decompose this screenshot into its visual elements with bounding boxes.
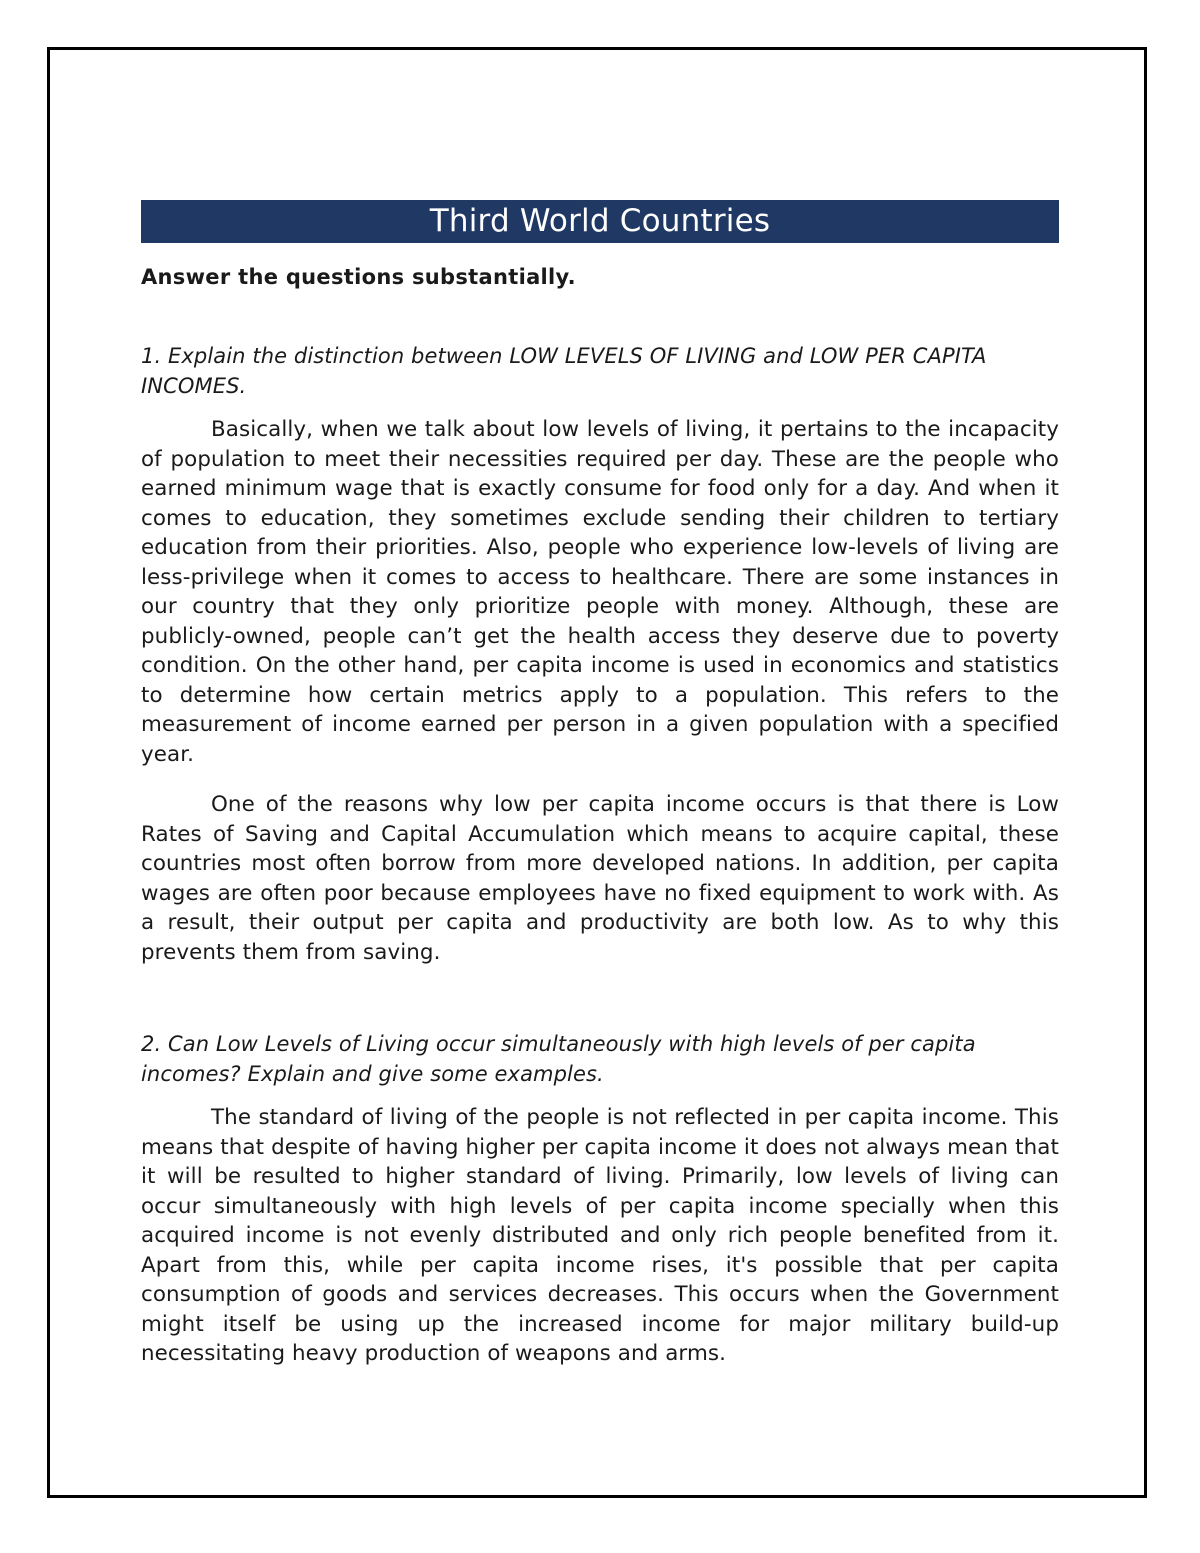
document-title: Third World Countries: [141, 200, 1059, 243]
instruction-text: Answer the questions substantially.: [141, 265, 576, 289]
answer-2-paragraph-1: The standard of living of the people is not reflected in per capita income. This means that despite of having higher per capita income it does not always mean that it will be resulted to higher standard of living. Primarily, low levels of living can occur simultaneously with high levels of per capita income specially when this acquired income is not evenly distributed and only rich people benefited from it. Apart from this, while per capita income rises, it's possible that per capita consumption of goods and services decreases. This occurs when the Government might itself be using up the increased income for major military build-up necessitating heavy production of weapons and arms.: [141, 1105, 1059, 1367]
question-1: 1. Explain the distinction between LOW LEVELS OF LIVING and LOW PER CAPITA INCOMES.: [141, 344, 987, 398]
document-body: [141, 200, 1059, 1390]
answer-1-paragraph-2: One of the reasons why low per capita income occurs is that there is Low Rates of Saving and Capital Accumulation which means to acquire capital, these countries most often borrow from more developed nations. In addition, per capita wages are often poor because employees have no fixed equipment to work with. As a result, their output per capita and productivity are both low. As to why this prevents them from saving.: [141, 792, 1059, 965]
answer-1-paragraph-1: Basically, when we talk about low levels of living, it pertains to the incapacity of population to meet their necessities required per day. These are the people who earned minimum wage that is exactly consume for food only for a day. And when it comes to education, they sometimes exclude sending their children to tertiary education from their priorities. Also, people who experience low-levels of living are less-privilege when it comes to access to healthcare. There are some instances in our country that they only prioritize people with money. Although, these are publicly-owned, people can’t get the health access they deserve due to poverty condition. On the other hand, per capita income is used in economics and statistics to determine how certain metrics apply to a population. This refers to the measurement of income earned per person in a given population with a specified year.: [141, 417, 1059, 767]
question-2: 2. Can Low Levels of Living occur simultaneously with high levels of per capita incomes? Explain and give some examples.: [141, 1032, 976, 1087]
